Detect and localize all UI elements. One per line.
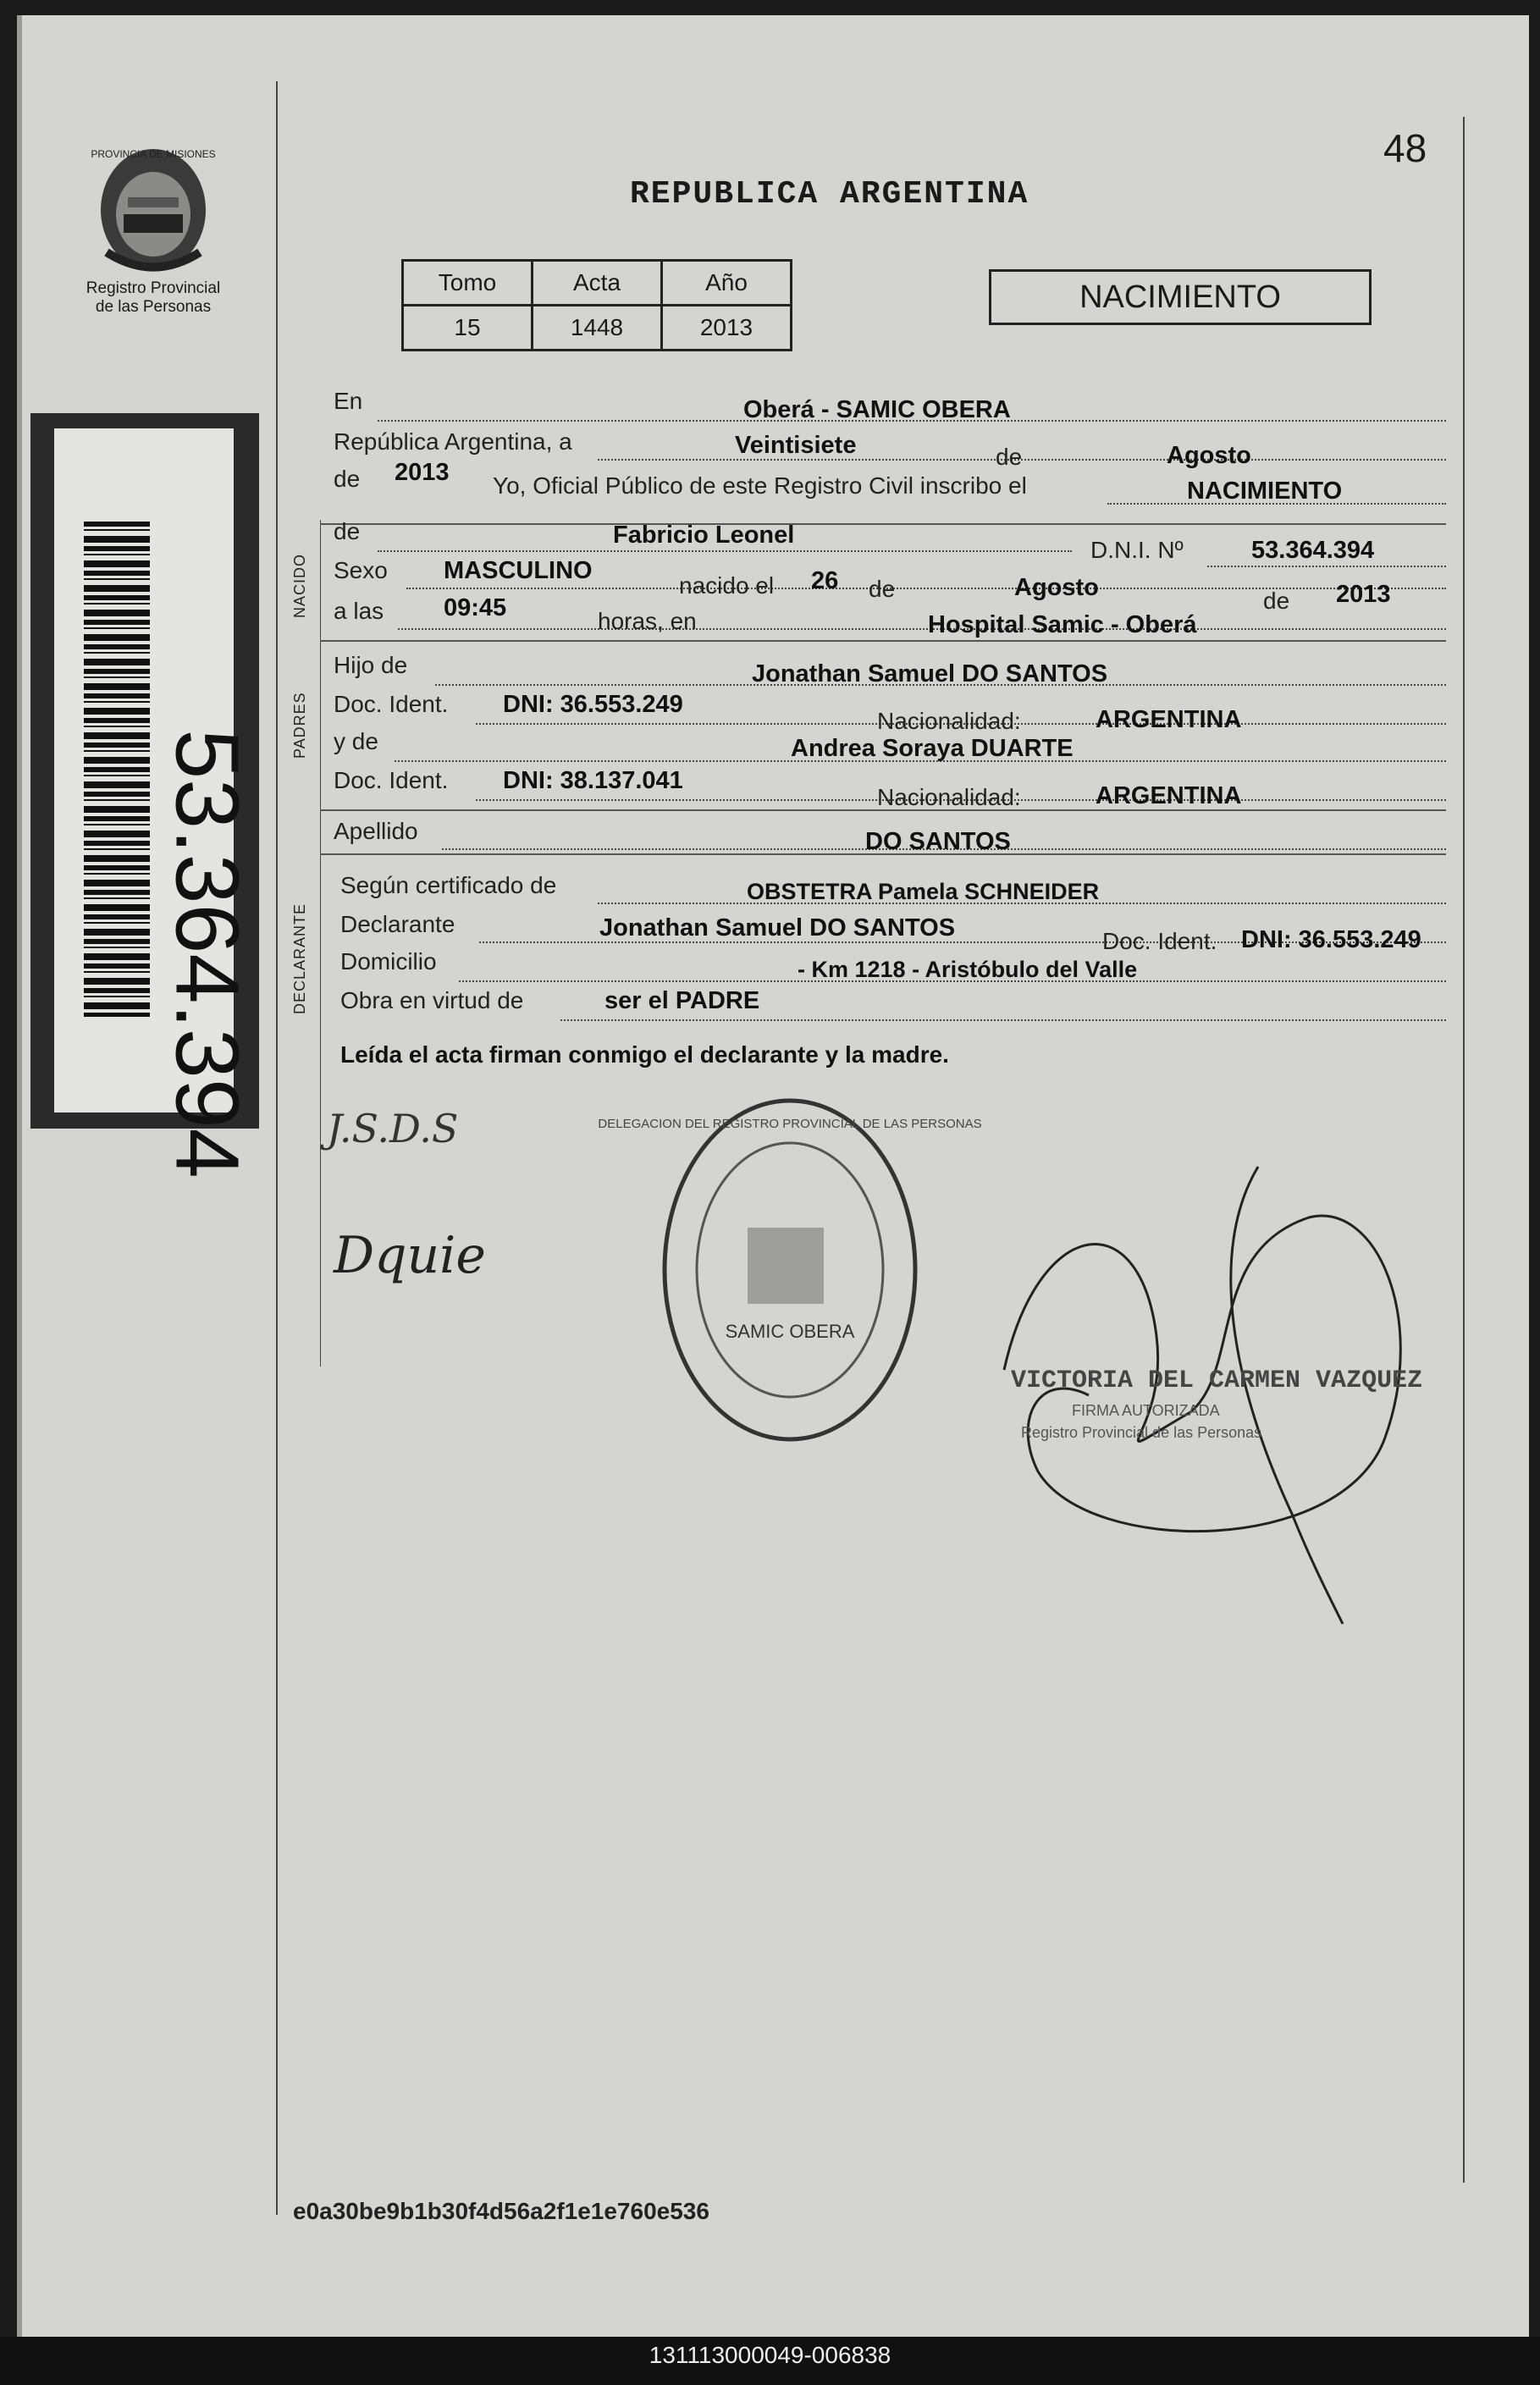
doc2-label: Doc. Ident. (334, 767, 449, 793)
round-stamp-icon (598, 1084, 982, 1456)
section-nacido: NACIDO (291, 553, 308, 618)
en-label: En (334, 388, 363, 414)
section-divider (320, 520, 321, 1366)
nacido-de2-label: de (1263, 588, 1290, 614)
page-title: REPUBLICA ARGENTINA (630, 176, 1029, 213)
section-declarante: DECLARANTE (291, 903, 308, 1014)
doc1-label: Doc. Ident. (334, 691, 449, 717)
apellido-value: DO SANTOS (865, 828, 1011, 855)
padre-value: Jonathan Samuel DO SANTOS (752, 660, 1108, 687)
barcode-label (54, 428, 257, 1179)
domicilio-label: Domicilio (340, 948, 437, 974)
sexo-label: Sexo (334, 557, 388, 583)
svg-text:SAMIC OBERA: SAMIC OBERA (725, 1321, 855, 1342)
svg-text:DELEGACION DEL REGISTRO PROVIN: DELEGACION DEL REGISTRO PROVINCIAL DE LAS PERSONAS (598, 1117, 982, 1131)
registry-table (401, 259, 792, 351)
barcode-sticker (30, 413, 259, 1179)
anio-header: Año (662, 261, 792, 306)
declarante-value: Jonathan Samuel DO SANTOS (599, 914, 956, 941)
doc1-value: DNI: 36.553.249 (503, 691, 683, 718)
logo-caption: Registro Provincial de las Personas (86, 279, 221, 316)
domicilio-value: - Km 1218 - Aristóbulo del Valle (798, 957, 1138, 982)
nac1-label: Nacionalidad: (877, 708, 1021, 734)
handwritten-initials: J.S.D.S (327, 1106, 459, 1151)
sexo-value: MASCULINO (444, 557, 593, 584)
acta-value: 1448 (533, 306, 662, 351)
document-page (17, 15, 1529, 2337)
right-margin-line (1463, 117, 1465, 2183)
left-margin-line (276, 81, 278, 2215)
record-type-box (989, 269, 1372, 325)
de2-label: de (334, 466, 361, 492)
nombre-dots (378, 550, 1072, 552)
anio-value: 2013 (662, 306, 792, 351)
official-stamp-line3: Registro Provincial de las Personas (1021, 1424, 1262, 1441)
svg-text:PROVINCIA DE MISIONES: PROVINCIA DE MISIONES (91, 148, 216, 160)
rule-2 (320, 640, 1446, 642)
nacido-anio: 2013 (1336, 581, 1391, 608)
province-logo (81, 134, 225, 337)
coat-of-arms-icon (81, 134, 225, 278)
nac2-label: Nacionalidad: (877, 784, 1021, 810)
apellido-label: Apellido (334, 818, 418, 844)
segun-label: Según certificado de (340, 872, 557, 898)
nacido-dia: 26 (811, 567, 839, 594)
inscribo-label: Yo, Oficial Público de este Registro Civil inscribo el (493, 472, 1027, 499)
hora-value: 09:45 (444, 594, 507, 621)
nac2-value: ARGENTINA (1096, 782, 1242, 809)
nac1-value: ARGENTINA (1096, 706, 1242, 733)
nacido-mes: Agosto (1014, 574, 1099, 601)
page-number: 48 (1383, 126, 1427, 170)
official-signature (987, 1116, 1461, 1641)
yde-label: y de (334, 728, 378, 754)
dni-value: 53.364.394 (1251, 537, 1375, 564)
anio-value: 2013 (395, 459, 450, 486)
segun-value: OBSTETRA Pamela SCHNEIDER (747, 879, 1100, 904)
hijo-label: Hijo de (334, 652, 408, 678)
de-nombre-label: de (334, 518, 361, 544)
obra-dots (560, 1019, 1446, 1021)
barcode-bars (84, 522, 150, 1017)
mes-value: Agosto (1167, 442, 1251, 469)
republica-label: República Argentina, a (334, 428, 572, 455)
doc2-value: DNI: 38.137.041 (503, 767, 683, 794)
inscribo-value: NACIMIENTO (1187, 478, 1343, 505)
document-hash: e0a30be9b1b30f4d56a2f1e1e760e536 (293, 2198, 709, 2224)
nacido-de-label: de (869, 576, 896, 602)
nombre-value: Fabricio Leonel (613, 522, 795, 549)
dia-value: Veintisiete (735, 432, 857, 459)
sexo-dots (406, 588, 1446, 589)
nacido-label: nacido el (679, 572, 775, 599)
section-padres: PADRES (291, 692, 308, 759)
official-stamp-name: VICTORIA DEL CARMEN VAZQUEZ (1011, 1366, 1423, 1395)
obra-label: Obra en virtud de (340, 987, 524, 1013)
rule-1 (320, 523, 1446, 525)
doc3-value: DNI: 36.553.249 (1241, 926, 1421, 953)
lugar-value: Hospital Samic - Oberá (928, 611, 1197, 638)
acta-header: Acta (533, 261, 662, 306)
dni-dots (1207, 566, 1446, 567)
obra-value: ser el PADRE (604, 987, 760, 1014)
alas-dots (398, 628, 1446, 630)
official-stamp-line2: FIRMA AUTORIZADA (1072, 1402, 1220, 1419)
madre-value: Andrea Soraya DUARTE (791, 735, 1074, 762)
declarante-label: Declarante (340, 911, 455, 937)
doc3-label: Doc. Ident. (1102, 928, 1217, 954)
handwritten-signature: Dquie (334, 1226, 486, 1285)
en-value: Oberá - SAMIC OBERA (743, 396, 1011, 423)
tomo-value: 15 (403, 306, 533, 351)
dni-label: D.N.I. Nº (1090, 537, 1184, 563)
horas-label: horas, en (598, 608, 697, 634)
registry-round-stamp (598, 1084, 982, 1456)
footer-id: 131113000049-006838 (649, 2342, 891, 2368)
de-label: de (996, 444, 1023, 470)
barcode-number: 53.364.394 (157, 729, 257, 1179)
record-type: NACIMIENTO (1079, 279, 1281, 315)
leida-statement: Leída el acta firman conmigo el declarante y la madre. (340, 1041, 949, 1068)
alas-label: a las (334, 598, 384, 624)
tomo-header: Tomo (403, 261, 533, 306)
